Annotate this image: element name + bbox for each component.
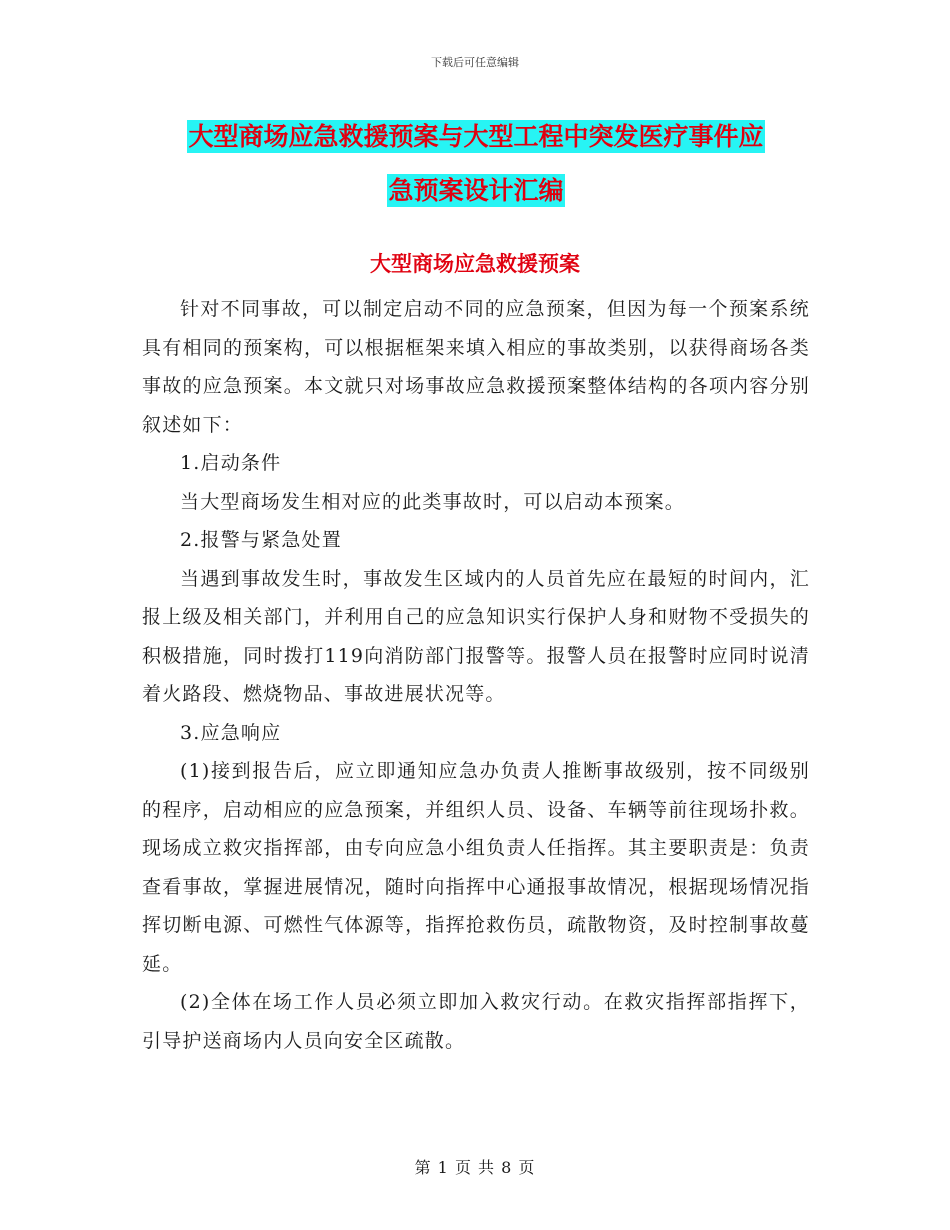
heading-alarm-and-emergency-handling: 2.报警与紧急处置	[180, 529, 342, 551]
alarm-paragraph: 当遇到事故发生时，事故发生区域内的人员首先应在最短的时间内，汇报上级及相关部门，并利用自己的应急知识实行保护人身和财物不受损失的积极措施，同时拨打119向消防部门报警等。报警人员在报警时应同时说清着火路段、燃烧物品、事故进展状况等。	[142, 567, 810, 705]
heading-emergency-response: 3.应急响应	[180, 721, 282, 744]
startup-conditions-paragraph: 当大型商场发生相对应的此类事故时，可以启动本预案。	[180, 490, 686, 513]
heading-startup-conditions: 1.启动条件	[180, 452, 282, 474]
page-number: 第 1 页 共 8 页	[414, 1158, 536, 1177]
response-item-2-paragraph: (2)全体在场工作人员必须立即加入救灾行动。在救灾指挥部指挥下，引导护送商场内人员向安全区疏散。	[142, 991, 810, 1052]
page-header-note: 下载后可任意编辑	[431, 56, 519, 69]
response-item-1-paragraph: (1)接到报告后，应立即通知应急办负责人推断事故级别，按不同级别的程序，启动相应的应急预案，并组织人员、设备、车辆等前往现场扑救。现场成立救灾指挥部，由专向应急小组负责人任指挥。其主要职责是：负责查看事故，掌握进展情况，随时向指挥中心通报事故情况，根据现场情况指挥切断电源、可燃性气体源等，指挥抢救伤员，疏散物资，及时控制事故蔓延。	[142, 760, 810, 975]
document-title	[142, 110, 810, 218]
document-title-line-1: 大型商场应急救援预案与大型工程中突发医疗事件应	[188, 122, 764, 151]
intro-paragraph: 针对不同事故，可以制定启动不同的应急预案，但因为每一个预案系统具有相同的预案构，可以根据框架来填入相应的事故类别，以获得商场各类事故的应急预案。本文就只对场事故应急救援预案整体结构的各项内容分别叙述如下：	[142, 298, 810, 436]
document-title-line-2: 急预案设计汇编	[388, 176, 564, 205]
document-body	[142, 290, 810, 1060]
section-title: 大型商场应急救援预案	[370, 252, 580, 276]
